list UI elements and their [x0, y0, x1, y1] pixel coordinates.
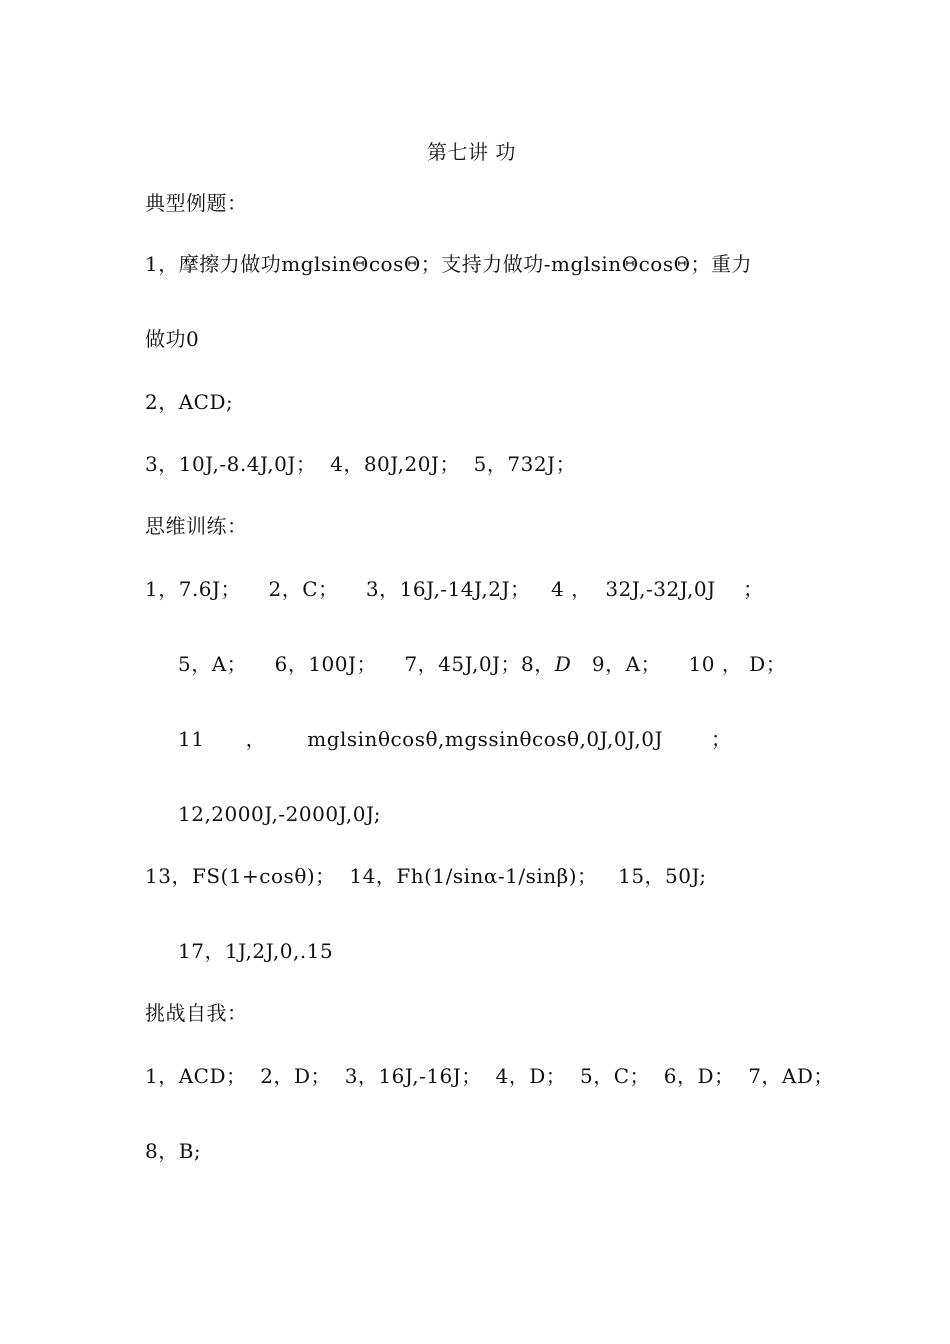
challenge-line-1: 1，ACD； 2，D； 3，16J,-16J； 4，D； 5，C； 6，D； 7，AD；: [145, 1064, 834, 1088]
thinking-line-2-part-c: 9，A； 10 ， D；: [571, 652, 787, 676]
thinking-line-5: 13，FS(1+cosθ)； 14，Fh(1/sinα-1/sinβ)； 15，50J;: [145, 864, 707, 888]
thinking-line-6: 17，1J,2J,0,.15: [178, 939, 334, 963]
section-heading-challenge: 挑战自我：: [145, 1001, 248, 1025]
example-line-3: 2，ACD;: [145, 390, 234, 414]
example-line-1: 1，摩擦力做功mglsinΘcosΘ；支持力做功-mglsinΘcosΘ；重力: [145, 252, 752, 276]
thinking-line-2: [178, 652, 786, 676]
challenge-line-2: 8，B;: [145, 1139, 202, 1163]
thinking-line-2-answer-d: D: [554, 652, 572, 676]
thinking-line-3: 11 ， mglsinθcosθ,mgssinθcosθ,0J,0J,0J ；: [178, 727, 732, 751]
thinking-line-1: 1，7.6J； 2，C； 3，16J,-14J,2J； 4 ， 32J,-32J,0J ；: [145, 577, 764, 601]
thinking-line-2-part-a: 5，A； 6，100J； 7，45J,0J；8，: [178, 652, 555, 676]
example-line-4: 3，10J,-8.4J,0J； 4，80J,20J； 5，732J；: [145, 452, 577, 476]
section-heading-examples: 典型例题：: [145, 191, 248, 215]
example-line-2: 做功0: [145, 327, 200, 351]
thinking-line-4: 12,2000J,-2000J,0J;: [178, 802, 381, 826]
page-title: 第七讲 功: [427, 140, 516, 164]
section-heading-thinking: 思维训练：: [145, 514, 248, 538]
